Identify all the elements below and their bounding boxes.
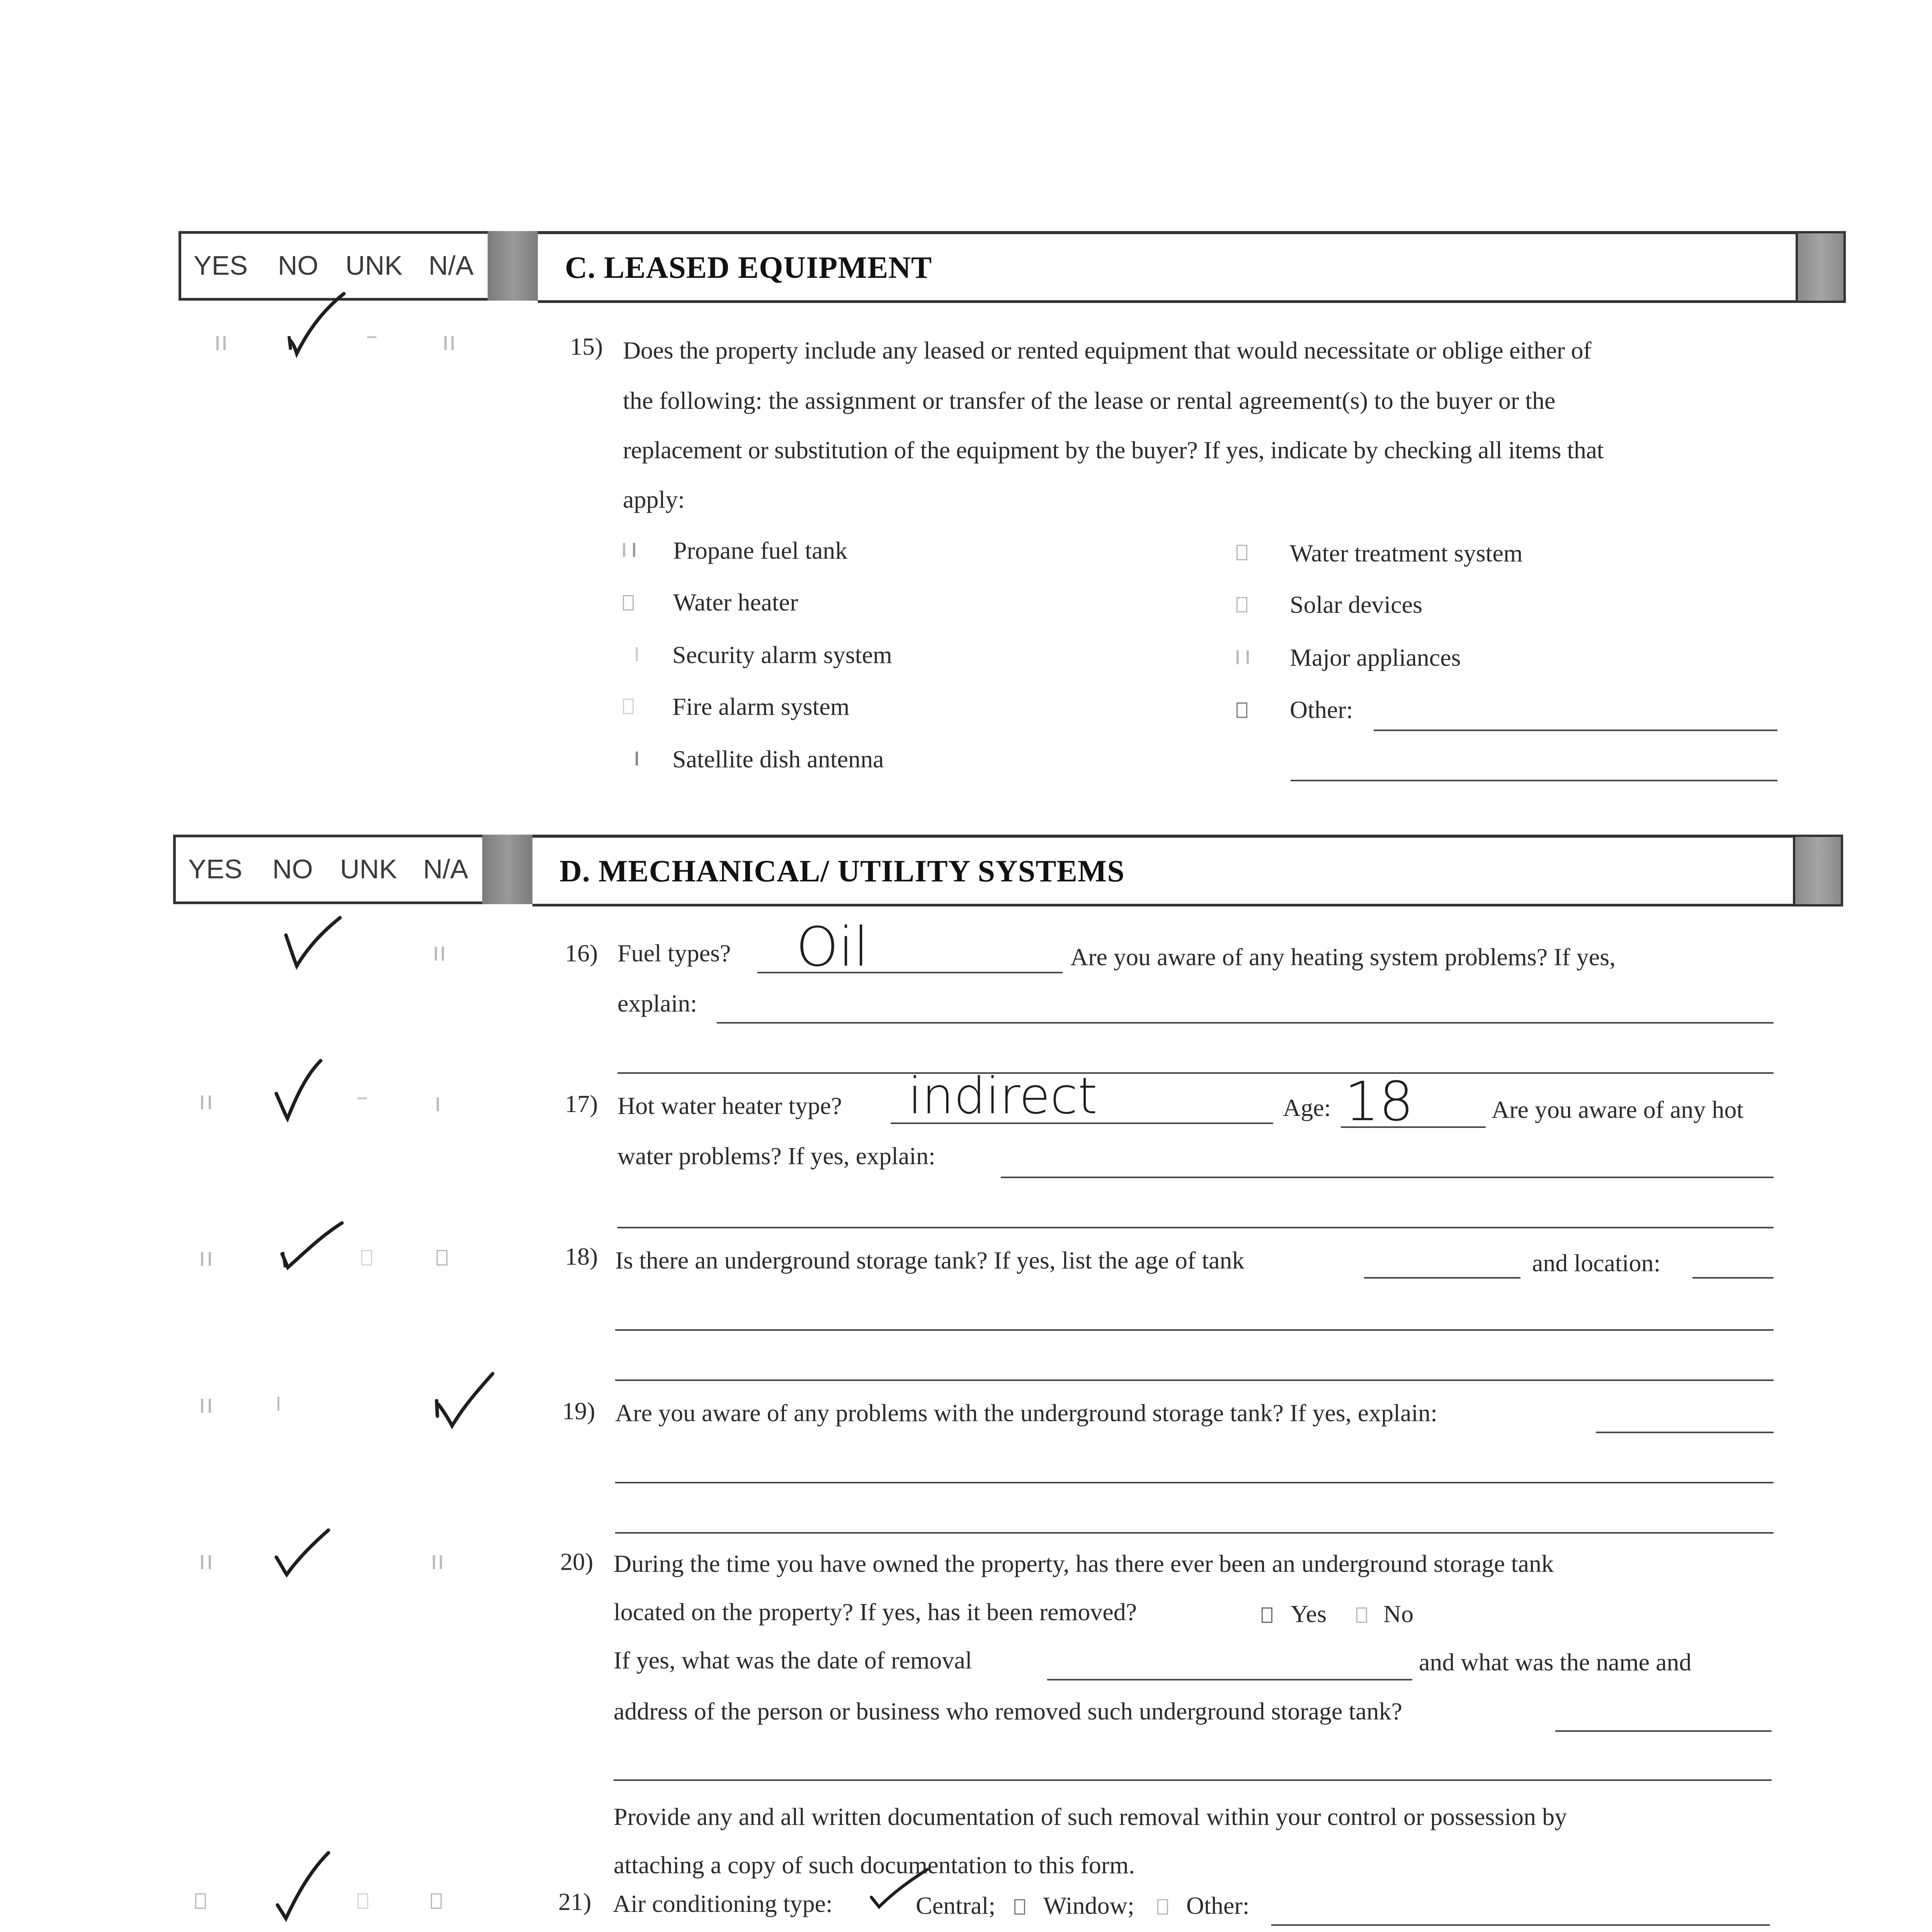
q17-number: 17) — [565, 1090, 598, 1117]
q18-location-line3[interactable] — [615, 1379, 1774, 1381]
q20-removed-no-box[interactable] — [1356, 1607, 1367, 1623]
item-fire-alarm-label: Fire alarm system — [672, 693, 850, 720]
q17-age-label: Age: — [1283, 1094, 1331, 1121]
q17-rest: Are you aware of any hot — [1492, 1096, 1744, 1123]
col-no-d: NO — [272, 854, 313, 884]
col-na-d: N/A — [423, 854, 468, 884]
section-c-title: C. LEASED EQUIPMENT — [565, 251, 932, 285]
col-no: NO — [278, 250, 318, 281]
q21-other-label: Other: — [1186, 1892, 1250, 1919]
q18-location-line2[interactable] — [615, 1329, 1774, 1331]
q15-no-checkmark[interactable] — [278, 286, 355, 359]
item-water-heater-box[interactable] — [623, 595, 634, 611]
col-na: N/A — [429, 250, 474, 281]
q21-window-label: Window; — [1043, 1892, 1134, 1919]
q18-no-checkmark[interactable] — [274, 1213, 352, 1275]
q20-removed-no-label: No — [1383, 1600, 1414, 1628]
q19-text: Are you aware of any problems with the underground storage tank? If yes, explain: — [615, 1399, 1437, 1427]
section-c-header — [179, 231, 1846, 303]
q17-no-checkmark[interactable] — [270, 1055, 332, 1124]
q19-no-box[interactable] — [277, 1397, 279, 1411]
q21-label: Air conditioning type: — [613, 1890, 833, 1917]
q18-age-line[interactable] — [1364, 1277, 1520, 1279]
q20-line2: located on the property? If yes, has it been removed? — [614, 1598, 1137, 1626]
q19-yes-box-b — [209, 1399, 211, 1413]
col-yes: YES — [194, 250, 248, 281]
q17-age-answer: 18 — [1345, 1070, 1414, 1133]
q21-na-box[interactable] — [431, 1893, 442, 1909]
q15-yes-box-b — [223, 336, 226, 350]
q16-rest: Are you aware of any heating system problems? If yes, — [1070, 943, 1616, 971]
col-unk-d: UNK — [340, 854, 397, 884]
item-other-line2[interactable] — [1291, 780, 1777, 781]
q20-number: 20) — [560, 1548, 594, 1575]
q16-number: 16) — [565, 939, 598, 967]
q19-explain-line3[interactable] — [615, 1532, 1774, 1534]
q21-other-box[interactable] — [1157, 1899, 1168, 1915]
q21-window-box[interactable] — [1014, 1899, 1025, 1915]
q19-explain-line2[interactable] — [615, 1482, 1774, 1483]
section-d-title-bar — [532, 835, 1793, 906]
q17-type-answer: indirect — [908, 1066, 1098, 1125]
q17-yes-box[interactable] — [201, 1095, 203, 1109]
col-unk: UNK — [345, 250, 403, 281]
q20-doc-line2: attaching a copy of such documentation to this form. — [614, 1851, 1135, 1879]
q16-no-checkmark[interactable] — [278, 912, 348, 974]
q20-removed-yes-box[interactable] — [1262, 1607, 1272, 1623]
q21-yes-box[interactable] — [195, 1893, 206, 1909]
item-propane-label: Propane fuel tank — [673, 537, 848, 564]
item-propane-box-b — [633, 543, 635, 557]
q20-date-line[interactable] — [1047, 1679, 1412, 1680]
q20-line3b: and what was the name and — [1419, 1648, 1692, 1676]
item-water-treatment-box[interactable] — [1236, 545, 1247, 560]
q15-text-line3: replacement or substitution of the equipment by the buyer? If yes, indicate by checking all items that — [623, 436, 1604, 464]
item-solar-box[interactable] — [1236, 597, 1247, 612]
q16-explain-line2[interactable] — [617, 1072, 1774, 1074]
q15-text-line4: apply: — [623, 486, 685, 513]
item-satellite-box[interactable] — [636, 752, 638, 765]
q18-na-box[interactable] — [437, 1250, 447, 1265]
item-security-alarm-box[interactable] — [636, 647, 638, 661]
q20-line1: During the time you have owned the property, has there ever been an underground storage tank — [614, 1550, 1554, 1577]
q21-unk-box[interactable] — [357, 1893, 368, 1909]
item-appliances-box-b — [1247, 650, 1249, 664]
q20-yes-box[interactable] — [201, 1555, 203, 1569]
q17-explain-line1[interactable] — [1001, 1177, 1774, 1178]
q21-other-line[interactable] — [1271, 1924, 1770, 1926]
item-other-box[interactable] — [1236, 702, 1247, 718]
q18-yes-box[interactable] — [201, 1252, 203, 1266]
q20-line4: address of the person or business who removed such underground storage tank? — [614, 1697, 1402, 1725]
q15-number: 15) — [570, 333, 603, 360]
q19-explain-line1[interactable] — [1596, 1432, 1774, 1433]
q21-central-label: Central; — [916, 1892, 996, 1919]
q19-number: 19) — [562, 1397, 595, 1425]
q19-na-checkmark[interactable] — [429, 1368, 498, 1437]
q16-fuel-answer: Oil — [796, 916, 869, 979]
item-other-label: Other: — [1290, 696, 1353, 723]
q15-text-line1: Does the property include any leased or rented equipment that would necessitate or oblige either of — [623, 337, 1592, 364]
q15-unk-box[interactable] — [367, 336, 376, 338]
q18-text: Is there an underground storage tank? If yes, list the age of tank — [615, 1247, 1245, 1274]
col-yes-d: YES — [188, 854, 243, 884]
q21-no-checkmark[interactable] — [270, 1847, 340, 1924]
item-security-alarm-label: Security alarm system — [672, 641, 892, 668]
q17-yes-box-b — [209, 1095, 211, 1109]
q20-name-line2[interactable] — [614, 1779, 1772, 1781]
item-water-heater-label: Water heater — [673, 588, 798, 616]
q17-label: Hot water heater type? — [617, 1092, 842, 1119]
item-fire-alarm-box[interactable] — [623, 699, 634, 714]
q20-line3a: If yes, what was the date of removal — [614, 1646, 972, 1674]
section-d-title: D. MECHANICAL/ UTILITY SYSTEMS — [560, 854, 1125, 888]
q18-location-line1[interactable] — [1692, 1277, 1774, 1279]
answer-columns-header-d — [173, 835, 482, 904]
q18-unk-box[interactable] — [361, 1250, 372, 1265]
q16-na-box[interactable] — [435, 947, 437, 961]
item-satellite-label: Satellite dish antenna — [672, 745, 884, 773]
q19-yes-box[interactable] — [201, 1399, 203, 1413]
q16-label: Fuel types? — [617, 939, 731, 967]
item-appliances-label: Major appliances — [1290, 644, 1461, 671]
item-other-line1[interactable] — [1374, 730, 1777, 731]
q18-number: 18) — [565, 1243, 598, 1270]
q17-na-box[interactable] — [437, 1097, 439, 1111]
q17-unk-box[interactable] — [357, 1097, 367, 1099]
q20-na-box[interactable] — [433, 1555, 435, 1569]
q20-na-box-b — [440, 1555, 442, 1569]
q18-yes-box-b — [209, 1252, 211, 1266]
item-solar-label: Solar devices — [1290, 591, 1422, 618]
q15-text-line2: the following: the assignment or transfer of the lease or rental agreement(s) to the buyer or the — [623, 387, 1556, 414]
header-shade-left-d — [482, 835, 532, 904]
q17-line2: water problems? If yes, explain: — [617, 1142, 935, 1170]
item-appliances-box[interactable] — [1236, 650, 1239, 664]
header-shade-right-d — [1793, 835, 1843, 906]
q20-yes-box-b — [209, 1555, 211, 1569]
header-shade-right — [1796, 231, 1846, 303]
header-shade-left — [488, 231, 538, 301]
q15-na-box-b — [451, 336, 454, 350]
q15-yes-box[interactable] — [216, 336, 219, 350]
q17-explain-line2[interactable] — [617, 1227, 1774, 1228]
q20-doc-line1: Provide any and all written documentation of such removal within your control or possession by — [614, 1803, 1567, 1830]
q16-explain-line1[interactable] — [717, 1022, 1774, 1024]
q20-no-checkmark[interactable] — [270, 1522, 340, 1580]
q20-removed-yes-label: Yes — [1291, 1600, 1327, 1628]
q21-number: 21) — [558, 1888, 592, 1915]
item-water-treatment-label: Water treatment system — [1290, 539, 1523, 567]
q18-location-label: and location: — [1532, 1249, 1661, 1277]
q16-na-box-b — [442, 947, 444, 961]
q20-name-line1[interactable] — [1555, 1730, 1772, 1732]
q15-na-box[interactable] — [444, 336, 447, 350]
item-propane-box[interactable] — [623, 543, 625, 557]
q16-explain-label: explain: — [617, 990, 697, 1017]
section-d-header — [173, 835, 1843, 906]
section-c-title-bar — [538, 231, 1796, 303]
